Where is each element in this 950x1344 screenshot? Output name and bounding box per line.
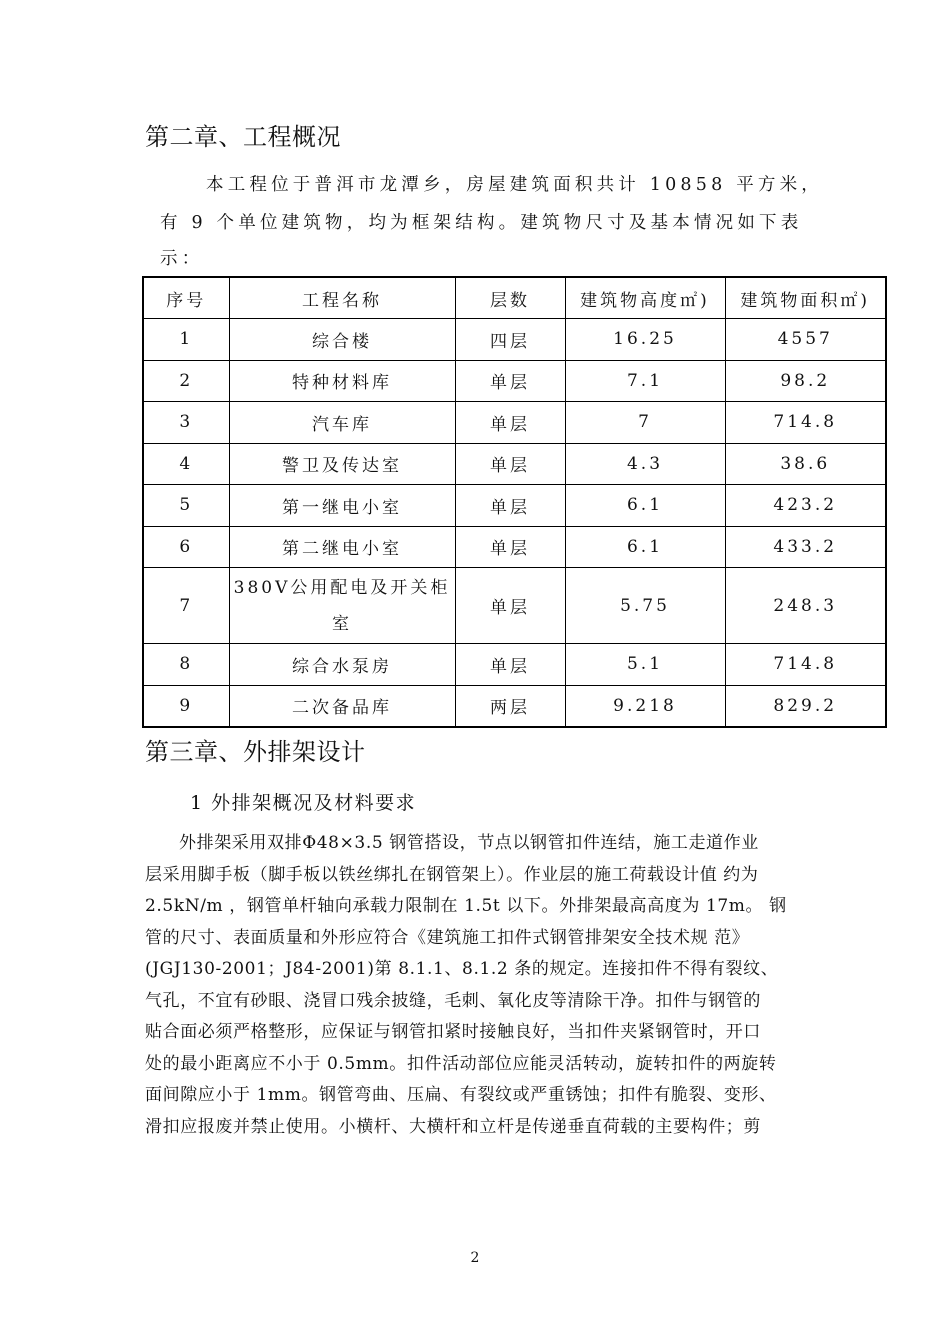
table-row bbox=[143, 485, 886, 527]
table-row bbox=[143, 319, 886, 361]
cell-project-name: 综合水泵房 bbox=[229, 644, 455, 686]
table-row bbox=[143, 685, 886, 727]
table-row bbox=[143, 526, 886, 568]
cell-floors: 单层 bbox=[455, 485, 565, 527]
cell-height: 6.1 bbox=[565, 526, 725, 568]
cell-index: 1 bbox=[143, 319, 229, 361]
cell-height: 9.218 bbox=[565, 685, 725, 727]
cell-height: 16.25 bbox=[565, 319, 725, 361]
cell-height: 5.1 bbox=[565, 644, 725, 686]
cell-project-name: 汽车库 bbox=[229, 402, 455, 444]
table-row bbox=[143, 360, 886, 402]
cell-project-name: 警卫及传达室 bbox=[229, 443, 455, 485]
cell-height: 5.75 bbox=[565, 568, 725, 644]
body-line: 外排架采用双排Φ48×3.5 钢管搭设，节点以钢管扣件连结，施工走道作业 bbox=[179, 833, 759, 853]
cell-floors: 单层 bbox=[455, 644, 565, 686]
cell-project-name: 综合楼 bbox=[229, 319, 455, 361]
page-number: 2 bbox=[470, 1250, 480, 1266]
cell-area: 38.6 bbox=[725, 443, 886, 485]
intro-line-2: 有 9 个单位建筑物，均为框架结构。建筑物尺寸及基本情况如下表 bbox=[160, 213, 803, 233]
cell-area: 714.8 bbox=[725, 402, 886, 444]
cell-area: 714.8 bbox=[725, 644, 886, 686]
table-row bbox=[143, 568, 886, 644]
cell-project-name: 第二继电小室 bbox=[229, 526, 455, 568]
table-row bbox=[143, 443, 886, 485]
cell-area: 4557 bbox=[725, 319, 886, 361]
header-area: 建筑物面积㎡) bbox=[725, 277, 886, 319]
header-floors: 层数 bbox=[455, 277, 565, 319]
cell-index: 7 bbox=[143, 568, 229, 644]
body-line: (JGJ130-2001；J84-2001)第 8.1.1、8.1.2 条的规定。连接扣件不得有裂纹、 bbox=[145, 959, 779, 979]
cell-floors: 单层 bbox=[455, 568, 565, 644]
body-line: 面间隙应小于 1mm。钢管弯曲、压扁、有裂纹或严重锈蚀；扣件有脆裂、变形、 bbox=[145, 1085, 777, 1105]
header-project-name: 工程名称 bbox=[229, 277, 455, 319]
cell-project-name: 特种材料库 bbox=[229, 360, 455, 402]
table-header-row bbox=[143, 277, 886, 319]
cell-height: 7 bbox=[565, 402, 725, 444]
cell-area: 423.2 bbox=[725, 485, 886, 527]
intro-line-3: 示： bbox=[160, 249, 204, 269]
table-row bbox=[143, 644, 886, 686]
cell-floors: 两层 bbox=[455, 685, 565, 727]
body-line: 贴合面必须严格整形，应保证与钢管扣紧时接触良好，当扣件夹紧钢管时，开口 bbox=[145, 1022, 761, 1042]
chapter-2-heading: 第二章、工程概况 bbox=[145, 123, 341, 151]
chapter-3-heading: 第三章、外排架设计 bbox=[145, 738, 366, 766]
table-row bbox=[143, 402, 886, 444]
cell-floors: 单层 bbox=[455, 360, 565, 402]
intro-line-1: 本工程位于普洱市龙潭乡，房屋建筑面积共计 10858 平方米， bbox=[206, 175, 823, 195]
body-paragraph bbox=[145, 828, 810, 1143]
cell-project-name: 380V公用配电及开关柜室 bbox=[229, 568, 455, 644]
body-line: 层采用脚手板（脚手板以铁丝绑扎在钢管架上）。作业层的施工荷载设计值 约为 bbox=[145, 864, 759, 885]
building-info-table bbox=[142, 276, 887, 728]
body-line: 处的最小距离应不小于 0.5mm。扣件活动部位应能灵活转动，旋转扣件的两旋转 bbox=[145, 1053, 777, 1074]
cell-index: 8 bbox=[143, 644, 229, 686]
cell-floors: 单层 bbox=[455, 526, 565, 568]
cell-area: 248.3 bbox=[725, 568, 886, 644]
cell-index: 6 bbox=[143, 526, 229, 568]
cell-project-name: 第一继电小室 bbox=[229, 485, 455, 527]
header-height: 建筑物高度㎡) bbox=[565, 277, 725, 319]
cell-height: 4.3 bbox=[565, 443, 725, 485]
body-line: 2.5kN/m ，钢管单杆轴向承载力限制在 1.5t 以下。外排架最高高度为 17m。 钢 bbox=[145, 896, 787, 916]
cell-height: 6.1 bbox=[565, 485, 725, 527]
body-line: 管的尺寸、表面质量和外形应符合《建筑施工扣件式钢管排架安全技术规 范》 bbox=[145, 927, 750, 948]
cell-index: 9 bbox=[143, 685, 229, 727]
cell-floors: 单层 bbox=[455, 402, 565, 444]
cell-area: 829.2 bbox=[725, 685, 886, 727]
cell-area: 98.2 bbox=[725, 360, 886, 402]
cell-height: 7.1 bbox=[565, 360, 725, 402]
cell-index: 4 bbox=[143, 443, 229, 485]
section-1-heading: 1 外排架概况及材料要求 bbox=[190, 792, 417, 814]
cell-area: 433.2 bbox=[725, 526, 886, 568]
body-line: 气孔，不宜有砂眼、浇冒口残余披缝，毛刺、氧化皮等清除干净。扣件与钢管的 bbox=[145, 990, 761, 1011]
cell-index: 5 bbox=[143, 485, 229, 527]
cell-project-name: 二次备品库 bbox=[229, 685, 455, 727]
cell-index: 3 bbox=[143, 402, 229, 444]
cell-floors: 四层 bbox=[455, 319, 565, 361]
header-index: 序号 bbox=[143, 277, 229, 319]
cell-index: 2 bbox=[143, 360, 229, 402]
body-line: 滑扣应报废并禁止使用。小横杆、大横杆和立杆是传递垂直荷载的主要构件；剪 bbox=[145, 1116, 761, 1137]
cell-floors: 单层 bbox=[455, 443, 565, 485]
